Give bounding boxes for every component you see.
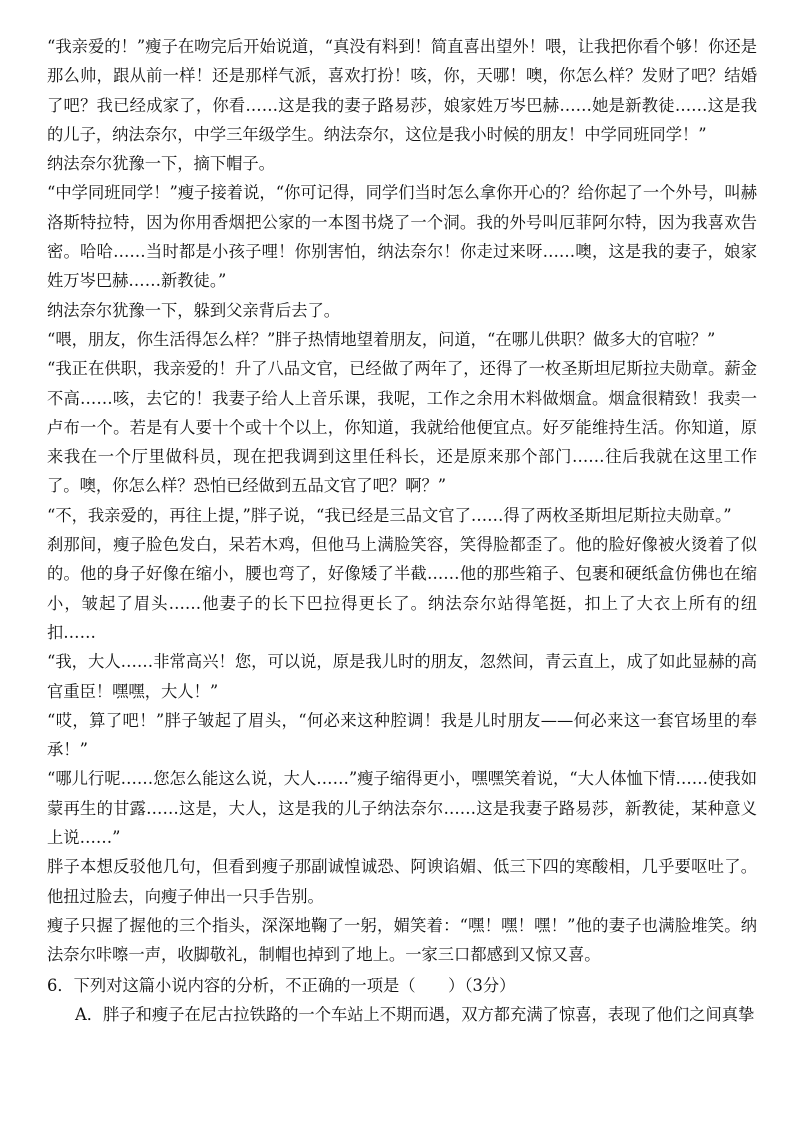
paragraph-2: 纳法奈尔犹豫一下，摘下帽子。 bbox=[47, 154, 275, 174]
paragraph-6: “我正在供职，我亲爱的！升了八品文官，已经做了两年了，还得了一枚圣斯坦尼斯拉夫勋章。薪金不高……咳，去它的！我妻子给人上音乐课，我呢，工作之余用木料做烟盒。烟盒很精致！我卖一卢布一个。若是有人要十个或十个以上，你知道，我就给他便宜点。好歹能维持生活。你知道，原来我在一个厅里做科员，现在把我调到这里任科长，还是原来那个部门……往后我就在这里工作了。噢，你怎么样？恐怕已经做到五品文官了吧？啊？” bbox=[47, 359, 757, 496]
paragraph-3: “中学同班同学！”瘦子接着说，“你可记得，同学们当时怎么拿你开心的？给你起了一个外号，叫赫洛斯特拉特，因为你用香烟把公家的一本图书烧了一个洞。我的外号叫厄菲阿尔特，因为我喜欢告密。哈哈……当时都是小孩子哩！你别害怕，纳法奈尔！你走过来呀……噢，这是我的妻子，娘家姓万岑巴赫……新教徒。” bbox=[47, 183, 757, 291]
document-page bbox=[47, 32, 757, 1029]
paragraph-8: 刹那间，瘦子脸色发白，呆若木鸡，但他马上满脸笑容，笑得脸都歪了。他的脸好像被火烫着了似的。他的身子好像在缩小，腰也弯了，好像矮了半截……他的那些箱子、包裹和硬纸盒仿佛也在缩小，皱起了眉头……他妻子的长下巴拉得更长了。纳法奈尔站得笔挺，扣上了大衣上所有的纽扣…… bbox=[47, 535, 757, 642]
question-stem: 6．下列对这篇小说内容的分析，不正确的一项是（ ）（3分） bbox=[47, 975, 516, 995]
question-option-a: A．胖子和瘦子在尼古拉铁路的一个车站上不期而遇，双方都充满了惊喜，表现了他们之间真挚 bbox=[75, 1004, 755, 1024]
paragraph-10: “哎，算了吧！”胖子皱起了眉头，“何必来这种腔调！我是儿时朋友——何必来这一套官场里的奉承！” bbox=[47, 710, 757, 760]
paragraph-11: “哪儿行呢……您怎么能这么说，大人……”瘦子缩得更小，嘿嘿笑着说，“大人体恤下情……使我如蒙再生的甘露……这是，大人，这是我的儿子纳法奈尔……这是我妻子路易莎，新教徒，某种意义上说……” bbox=[47, 769, 757, 848]
paragraph-9: “我，大人……非常高兴！您，可以说，原是我儿时的朋友，忽然间，青云直上，成了如此显赫的高官重臣！嘿嘿，大人！” bbox=[47, 652, 757, 701]
paragraph-4: 纳法奈尔犹豫一下，躲到父亲背后去了。 bbox=[47, 300, 341, 320]
paragraph-13: 瘦子只握了握他的三个指头，深深地鞠了一躬，媚笑着：“嘿！嘿！嘿！”他的妻子也满脸堆笑。纳法奈尔咔嚓一声，收脚敬礼，制帽也掉到了地上。一家三口都感到又惊又喜。 bbox=[47, 915, 757, 965]
paragraph-7: “不，我亲爱的，再往上提，”胖子说，“我已经是三品文官了……得了两枚圣斯坦尼斯拉夫勋章。” bbox=[47, 505, 732, 525]
paragraph-1: “我亲爱的！”瘦子在吻完后开始说道，“真没有料到！简直喜出望外！喂，让我把你看个够！你还是那么帅，跟从前一样！还是那样气派，喜欢打扮！咳，你，天哪！噢，你怎么样？发财了吧？结婚了吧？我已经成家了，你看……这是我的妻子路易莎，娘家姓万岑巴赫……她是新教徒……这是我的儿子，纳法奈尔，中学三年级学生。纳法奈尔，这位是我小时候的朋友！中学同班同学！” bbox=[47, 37, 757, 144]
paragraph-5: “喂，朋友，你生活得怎么样？”胖子热情地望着朋友，问道，“在哪儿供职？做多大的官啦？” bbox=[47, 329, 716, 349]
paragraph-12: 胖子本想反驳他几句，但看到瘦子那副诚惶诚恐、阿谀谄媚、低三下四的寒酸相，几乎要呕吐了。他扭过脸去，向瘦子伸出一只手告别。 bbox=[47, 857, 757, 906]
